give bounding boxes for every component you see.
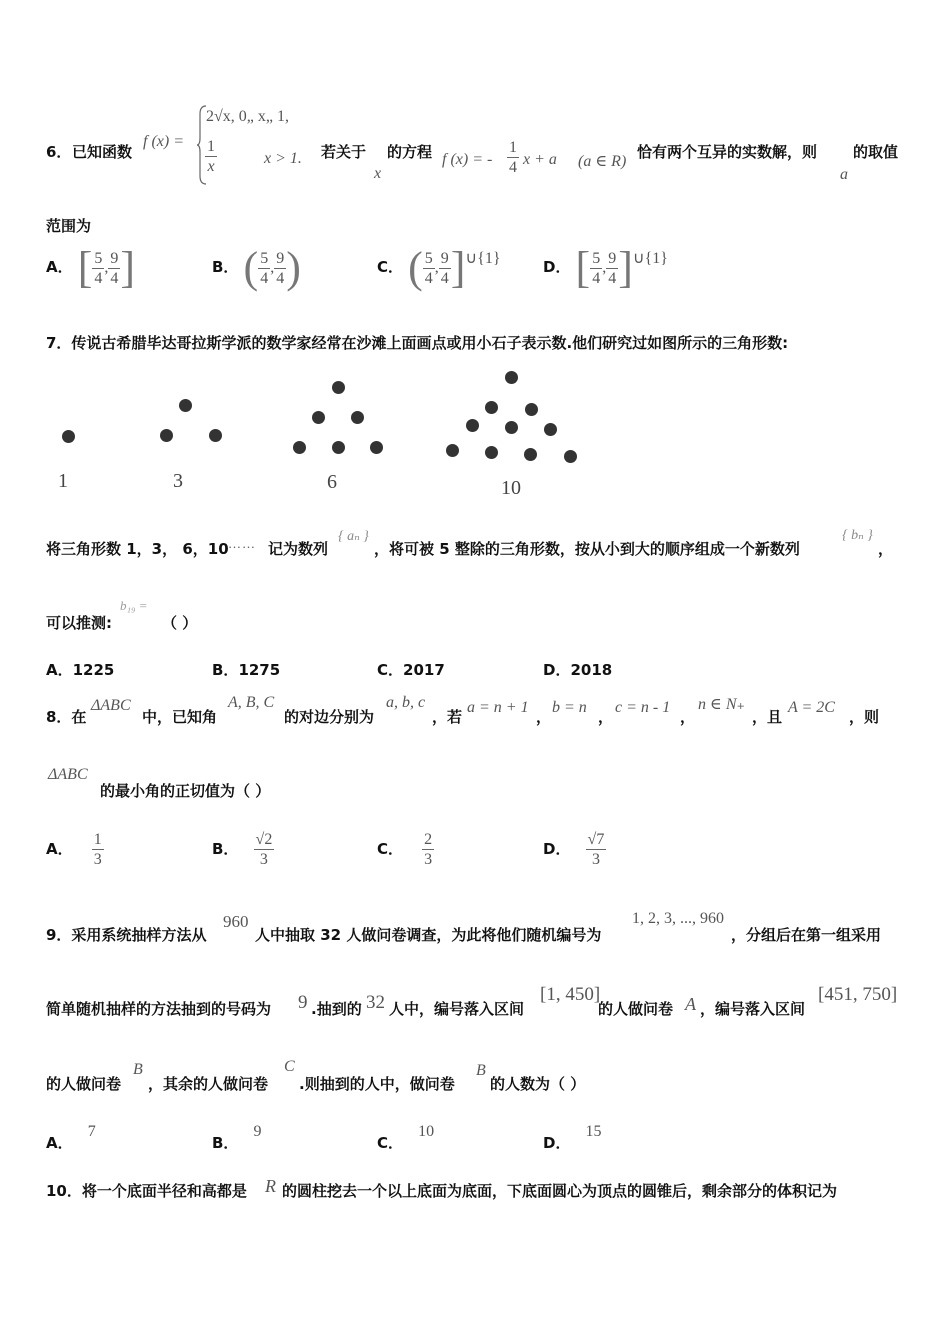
q8-option-c-label: C．: [377, 840, 404, 858]
q6-fx: f (x) =: [143, 133, 184, 150]
q9-option-a[interactable]: [46, 1120, 96, 1152]
q8-eq-n: n ∈ N₊: [698, 696, 745, 713]
q6-option-b-close: ): [286, 243, 301, 292]
q6-option-a-value: [ $\frac{5}{4}$ , $\frac{9}{4}$ ]: [77, 243, 136, 292]
q9-9: 9: [298, 992, 308, 1013]
q6-option-d-union: ∪{1}: [632, 250, 668, 267]
q9-option-b-value: 9: [253, 1123, 262, 1140]
q6-a-var: a: [840, 166, 848, 183]
figure-dot: [505, 421, 518, 434]
q6-option-d-frac-1: [590, 249, 602, 288]
q6-option-b-frac-2: [274, 249, 286, 288]
q6-eq-2: x + a: [523, 151, 557, 168]
q8-option-c-num: 2: [424, 831, 433, 848]
q9-text-8: ，编号落入区间: [700, 1000, 806, 1018]
q6-option-d-num-2: 9: [608, 249, 617, 267]
q8-option-d-den: 3: [591, 851, 600, 868]
q9-var-B-2: B: [476, 1062, 486, 1079]
q6-text-6: 范围为: [46, 217, 92, 235]
q6-case-2-cond: x > 1.: [264, 150, 302, 167]
q6-option-c[interactable]: [377, 243, 501, 292]
q6-option-c-union: ∪{1}: [465, 250, 501, 267]
q8-text-2: 的对边分别为: [284, 708, 375, 726]
q8-text-4: ，且: [752, 708, 783, 726]
q6-text-3: 的方程: [387, 143, 433, 161]
q9-option-a-label: A．: [46, 1134, 73, 1152]
q8-option-a-frac: [92, 830, 104, 869]
q6-option-a-num-2: 9: [110, 249, 119, 267]
q8-text-5: ，则: [849, 708, 880, 726]
q6-option-a-num-1: 5: [94, 249, 103, 267]
q7-option-b[interactable]: [212, 659, 280, 680]
figure-label-10: 10: [501, 477, 521, 499]
q8-eq-b: b = n: [552, 699, 587, 716]
q9-text-3: ，分组后在第一组采用: [731, 926, 882, 944]
q8-option-c-frac: [422, 830, 434, 869]
q6-option-b-den-2: 4: [276, 269, 285, 287]
q8-text-6: 的最小角的正切值为（ ）: [100, 782, 271, 800]
q7-b19: b₁₉ =: [120, 598, 148, 613]
figure-dot: [209, 429, 222, 442]
q8-option-b[interactable]: [212, 830, 274, 869]
q9-text-2: 人中抽取 32 人做问卷调查，为此将他们随机编号为: [255, 926, 602, 944]
q9-var-B: B: [133, 1061, 143, 1078]
q8-option-c-den: 3: [424, 851, 433, 868]
q6-option-a-den-1: 4: [94, 269, 103, 287]
q8-eq-c: c = n - 1: [615, 699, 671, 716]
figure-dot: [524, 448, 537, 461]
q6-option-d-num-1: 5: [592, 249, 601, 267]
q7-option-d[interactable]: [543, 659, 612, 680]
q7-option-d-label: D．: [543, 661, 571, 679]
q8-option-d[interactable]: [543, 830, 606, 869]
q6-option-b-value: ( $\frac{5}{4}$ , $\frac{9}{4}$ ): [243, 243, 301, 292]
q6-option-a-den-2: 4: [110, 269, 119, 287]
q8-option-b-den: 3: [259, 851, 268, 868]
q6-option-c-value: ( $\frac{5}{4}$ , $\frac{9}{4}$ ] ∪{1}: [408, 243, 501, 292]
q8-option-a[interactable]: [46, 830, 104, 869]
figure-dot: [370, 441, 383, 454]
q6-case-1: 2√x, 0„ x„ 1,: [206, 108, 289, 125]
q9-option-c-label: C．: [377, 1134, 404, 1152]
q8-comma-1: ，: [536, 708, 552, 726]
q8-triangle-2: ΔABC: [48, 766, 88, 783]
q6-case-2-num: 1: [207, 138, 215, 155]
q8-option-d-label: D．: [543, 840, 571, 858]
q8-comma-3: ，: [680, 708, 696, 726]
q6-option-d-den-1: 4: [592, 269, 601, 287]
q8-angles: A, B, C: [228, 694, 275, 711]
q6-option-a[interactable]: [46, 243, 136, 292]
q6-option-c-frac-1: [423, 249, 435, 288]
q7-option-d-value: 2018: [570, 661, 613, 679]
q9-text-10: ，其余的人做问卷: [148, 1075, 269, 1093]
q8-text-num: 8．在: [46, 708, 87, 726]
figure-dot: [351, 411, 364, 424]
figure-dot: [505, 371, 518, 384]
q6-case-2-den: x: [207, 158, 215, 175]
q6-eq: f (x) = -: [442, 151, 493, 168]
q8-eq-a: a = n + 1: [467, 699, 529, 716]
q6-option-a-frac-1: [92, 249, 104, 288]
q8-text-3: ，若: [432, 708, 463, 726]
q7-line2-d: ，: [878, 540, 894, 558]
q6-text-1: 已知函数: [72, 143, 133, 161]
q8-option-b-frac: [254, 830, 275, 869]
q6-option-c-label: C．: [377, 258, 404, 276]
figure-dot: [293, 441, 306, 454]
q9-text-1: 9．采用系统抽样方法从: [46, 926, 207, 944]
q6-option-a-label: A．: [46, 258, 73, 276]
q8-sides: a, b, c: [386, 694, 426, 711]
figure-dot: [62, 430, 75, 443]
q6-eq-frac: [507, 138, 519, 177]
q9-option-a-value: 7: [87, 1123, 96, 1140]
figure-label-1: 1: [58, 470, 68, 492]
q6-option-c-den-1: 4: [424, 269, 433, 287]
q9-text-9: 的人做问卷: [46, 1075, 122, 1093]
q10-text-1: 10．将一个底面半径和高都是: [46, 1182, 247, 1200]
figure-dot: [485, 401, 498, 414]
q6-eq-3: (a ∈ R): [578, 153, 627, 170]
q8-text-1: 中，已知角: [142, 708, 218, 726]
q6-option-c-num-2: 9: [440, 249, 449, 267]
q6-option-d[interactable]: [543, 243, 668, 292]
q7-line3-a: 可以推测:: [46, 614, 112, 632]
figure-label-3: 3: [173, 470, 183, 492]
q9-960: 960: [223, 912, 249, 931]
q6-option-c-close: ]: [450, 243, 466, 292]
q7-option-c[interactable]: [377, 659, 445, 680]
q8-triangle: ΔABC: [91, 697, 131, 714]
q9-var-A: A: [685, 994, 696, 1014]
q8-eq-A: A = 2C: [788, 699, 835, 716]
q6-option-d-label: D．: [543, 258, 571, 276]
q6-option-d-den-2: 4: [608, 269, 617, 287]
q9-text-12: 的人数为（ ）: [490, 1075, 586, 1093]
q6-option-d-open: [: [575, 243, 591, 292]
q8-option-a-den: 3: [93, 851, 102, 868]
q7-option-b-label: B．: [212, 661, 239, 679]
q7-line2-c: ，将可被 5 整除的三角形数，按从小到大的顺序组成一个新数列: [374, 540, 800, 558]
q6-option-c-den-2: 4: [440, 269, 449, 287]
q6-option-b-label: B．: [212, 258, 239, 276]
q9-text-11: .则抽到的人中，做问卷: [299, 1075, 455, 1093]
q8-option-b-label: B．: [212, 840, 239, 858]
q6-option-b-frac-1: [258, 249, 270, 288]
q6-option-d-close: ]: [618, 243, 633, 292]
figure-dot: [332, 441, 345, 454]
q6-option-a-close: ]: [120, 243, 136, 292]
figure-dot: [525, 403, 538, 416]
q6-option-b-den-1: 4: [260, 269, 269, 287]
q7-option-b-value: 1275: [238, 661, 281, 679]
figure-dot: [446, 444, 459, 457]
figure-dot: [485, 446, 498, 459]
q6-eq-frac-num: 1: [509, 139, 517, 156]
q7-option-a[interactable]: [46, 659, 114, 680]
figure-dot: [312, 411, 325, 424]
q9-interval-2: [451, 750]: [818, 984, 898, 1005]
q6-option-a-open: [: [77, 243, 93, 292]
q7-line2-a: 将三角形数 1，3， 6，10: [46, 540, 229, 558]
q7-seq-a: { aₙ }: [338, 529, 369, 544]
q7-option-c-label: C．: [377, 661, 404, 679]
q7-ellipsis: ……: [228, 536, 256, 551]
figure-dot: [466, 419, 479, 432]
figure-dot: [179, 399, 192, 412]
q6-option-b-num-2: 9: [276, 249, 285, 267]
q9-interval-1: [1, 450]: [540, 984, 601, 1005]
q6-option-c-frac-2: [439, 249, 451, 288]
q9-text-7: 的人做问卷: [598, 1000, 674, 1018]
q8-option-d-frac: [586, 830, 607, 869]
q6-option-d-frac-2: [606, 249, 618, 288]
q6-option-b[interactable]: [212, 243, 301, 292]
q8-option-a-label: A．: [46, 840, 73, 858]
q7-text: 7．传说古希腊毕达哥拉斯学派的数学家经常在沙滩上面画点或用小石子表示数.他们研究过如图所示的三角形数:: [46, 334, 789, 352]
q8-option-d-num: √7: [587, 831, 605, 848]
q9-option-d-label: D．: [543, 1134, 571, 1152]
q9-option-b[interactable]: [212, 1120, 262, 1152]
q6-text-4: 恰有两个互异的实数解，则: [637, 143, 818, 161]
q6-number: 6．: [46, 143, 72, 161]
q10-var-R: R: [265, 1176, 276, 1196]
q8-option-c[interactable]: [377, 830, 434, 869]
q8-comma-2: ，: [598, 708, 614, 726]
q9-option-d-value: 15: [585, 1123, 602, 1140]
q9-option-c-value: 10: [418, 1123, 435, 1140]
q6-option-a-frac-2: [108, 249, 120, 288]
q6-text-2: 若关于: [321, 143, 367, 161]
q7-seq-b: { bₙ }: [842, 528, 873, 543]
figure-dot: [564, 450, 577, 463]
q9-32: 32: [366, 992, 385, 1013]
q6-x-var: x: [374, 165, 382, 182]
q9-option-d[interactable]: [543, 1120, 602, 1152]
q7-option-c-value: 2017: [403, 661, 445, 679]
q9-seq: 1, 2, 3, ..., 960: [632, 910, 724, 927]
q7-option-a-label: A．: [46, 661, 73, 679]
figure-dot: [544, 423, 557, 436]
q6-case-2-frac: [205, 137, 217, 176]
q9-option-c[interactable]: [377, 1120, 435, 1152]
q9-option-b-label: B．: [212, 1134, 239, 1152]
q6-text-5: 的取值: [853, 143, 899, 161]
q10-text-2: 的圆柱挖去一个以上底面为底面，下底面圆心为顶点的圆锥后，剩余部分的体积记为: [282, 1182, 838, 1200]
q6-option-b-num-1: 5: [260, 249, 269, 267]
q6-option-d-value: [ $\frac{5}{4}$ , $\frac{9}{4}$ ] ∪{1}: [575, 243, 668, 292]
figure-dot: [160, 429, 173, 442]
q8-option-a-num: 1: [93, 831, 102, 848]
q6-option-c-num-1: 5: [424, 249, 433, 267]
q6-option-c-open: (: [408, 243, 423, 292]
q9-var-C: C: [284, 1058, 295, 1075]
q6-eq-frac-den: 4: [509, 159, 517, 176]
q9-text-6: 人中，编号落入区间: [389, 1000, 525, 1018]
q7-line3-b: （ ）: [162, 614, 198, 632]
q6-option-b-open: (: [243, 243, 259, 292]
q9-text-4: 简单随机抽样的方法抽到的号码为: [46, 1000, 272, 1018]
q7-option-a-value: 1225: [72, 661, 115, 679]
figure-label-6: 6: [327, 471, 337, 493]
q9-text-5: .抽到的: [311, 1000, 362, 1018]
figure-dot: [332, 381, 345, 394]
q8-option-b-num: √2: [255, 831, 273, 848]
q7-line2-b: 记为数列: [268, 540, 329, 558]
